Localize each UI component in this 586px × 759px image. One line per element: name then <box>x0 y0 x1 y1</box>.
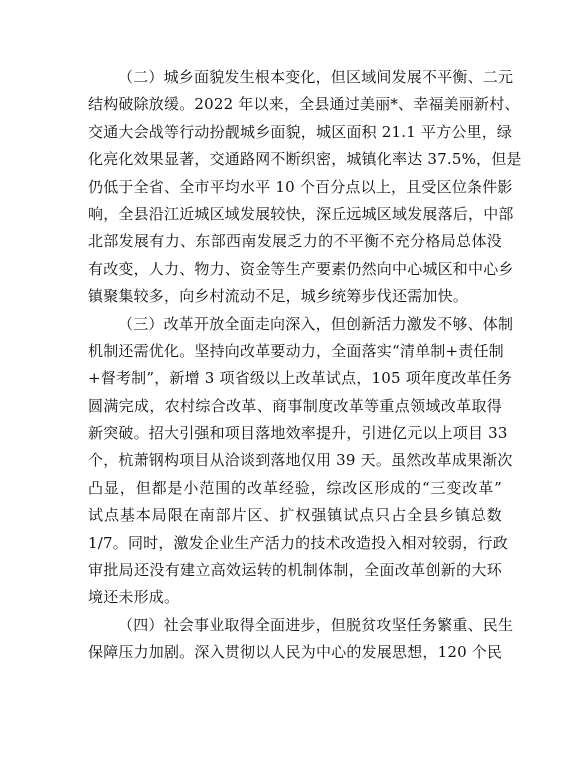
text-line: （二）城乡面貌发生根本变化，但区域间发展不平衡、二元 <box>118 68 514 86</box>
text-line: 1/7。同时，激发企业生产活力的技术改造投入相对较弱，行政 <box>88 533 508 552</box>
text-line: 化亮化效果显著，交通路网不断织密，城镇化率达 37.5%，但是 <box>88 150 522 169</box>
text-line: 交通大会战等行动扮靓城乡面貌，城区面积 21.1 平方公里，绿 <box>88 122 513 141</box>
paragraph-urban-rural <box>88 64 522 311</box>
text-line: 凸显，但都是小范围的改革经验，综改区形成的“三变改革” <box>88 478 502 497</box>
text-line: 审批局还没有建立高效运转的机制体制，全面改革创新的大环 <box>88 561 502 580</box>
text-line: 有改变，人力、物力、资金等生产要素仍然向中心城区和中心乡 <box>88 259 514 278</box>
text-line: （三）改革开放全面走向深入，但创新活力激发不够、体制 <box>118 314 514 333</box>
text-line: 新突破。招大引强和项目落地效率提升，引进亿元以上项目 33 <box>88 424 508 443</box>
text-line: 仍低于全省、全市平均水平 10 个百分点以上，且受区位条件影 <box>88 177 513 196</box>
text-line: 圆满完成，农村综合改革、商事制度改革等重点领域改革取得 <box>88 396 502 415</box>
text-line: 北部发展有力、东部西南发展乏力的不平衡不充分格局总体没 <box>88 232 502 251</box>
paragraph-social <box>88 612 514 667</box>
text-line: 试点基本局限在南部片区、扩权强镇试点只占全县乡镇总数 <box>88 506 502 525</box>
text-line: （四）社会事业取得全面进步，但脱贫攻坚任务繁重、民生 <box>118 615 514 634</box>
text-line: 响，全县沿江近城区域发展较快，深丘远城区域发展落后，中部 <box>88 204 514 223</box>
text-line: 个，杭萧钢构项目从洽谈到落地仅用 39 天。虽然改革成果渐次 <box>88 451 513 470</box>
paragraph-reform <box>88 311 514 612</box>
text-line: +督考制”，新增 3 项省级以上改革试点，105 项年度改革任务 <box>88 369 513 388</box>
text-line: 结构破除放缓。2022 年以来，全县通过美丽*、幸福美丽新村、 <box>88 95 520 114</box>
text-line: 机制还需优化。坚持向改革要动力，全面落实“清单制+责任制 <box>88 341 504 360</box>
document-page <box>88 64 522 667</box>
text-line: 境还未形成。 <box>88 588 180 607</box>
text-line: 镇聚集较多，向乡村流动不足，城乡统筹步伐还需加快。 <box>88 287 469 306</box>
text-line: 保障压力加剧。深入贯彻以人民为中心的发展思想，120 个民 <box>88 643 503 662</box>
